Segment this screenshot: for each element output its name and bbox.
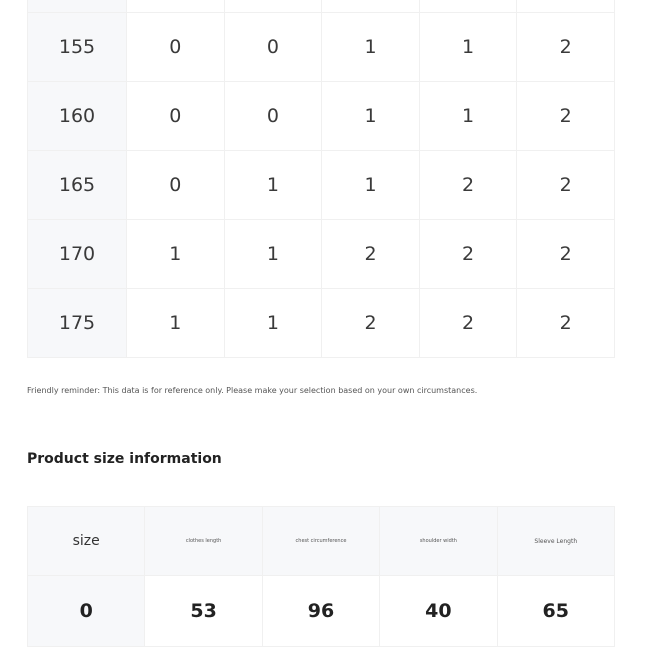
shoulder-width-header: shoulder width — [380, 507, 497, 576]
size-recommendation-cell: 1 — [322, 13, 420, 82]
size-recommendation-cell: 1 — [224, 289, 322, 358]
height-cell: 155 — [28, 13, 127, 82]
size-recommendation-cell: 1 — [322, 151, 420, 220]
size-table-row — [28, 576, 615, 647]
shoulder-width-value: 40 — [380, 576, 497, 647]
clothes-length-header: clothes length — [145, 507, 262, 576]
size-recommendation-cell: 0 — [127, 13, 225, 82]
size-header: size — [28, 507, 145, 576]
size-recommendation-cell: 0 — [224, 82, 322, 151]
size-recommendation-cell: 2 — [322, 289, 420, 358]
reference-row — [28, 13, 615, 82]
size-recommendation-cell — [224, 0, 322, 13]
size-recommendation-cell: 2 — [517, 13, 615, 82]
size-recommendation-cell: 1 — [127, 220, 225, 289]
size-recommendation-cell: 0 — [127, 151, 225, 220]
size-recommendation-cell — [322, 0, 420, 13]
chest-circumference-header: chest circumference — [262, 507, 379, 576]
size-recommendation-cell: 1 — [127, 289, 225, 358]
height-cell: 165 — [28, 151, 127, 220]
size-recommendation-cell: 2 — [517, 220, 615, 289]
size-recommendation-cell: 2 — [419, 289, 517, 358]
size-recommendation-cell: 1 — [419, 13, 517, 82]
size-table-header-row — [28, 507, 615, 576]
height-cell: 175 — [28, 289, 127, 358]
product-size-title: Product size information — [27, 451, 222, 467]
size-recommendation-cell — [419, 0, 517, 13]
product-size-table — [27, 506, 615, 647]
friendly-reminder: Friendly reminder: This data is for reference only. Please make your selection based on your own circumstances. — [27, 386, 478, 395]
reference-row — [28, 0, 615, 13]
size-recommendation-cell: 2 — [322, 220, 420, 289]
size-recommendation-cell — [127, 0, 225, 13]
size-recommendation-cell: 2 — [517, 289, 615, 358]
size-recommendation-cell: 0 — [224, 13, 322, 82]
height-cell: 170 — [28, 220, 127, 289]
size-reference-table — [27, 0, 615, 358]
size-recommendation-cell: 1 — [419, 82, 517, 151]
size-recommendation-cell: 1 — [224, 220, 322, 289]
size-recommendation-cell: 1 — [224, 151, 322, 220]
height-cell — [28, 0, 127, 13]
sleeve-length-value: 65 — [497, 576, 614, 647]
reference-row — [28, 289, 615, 358]
reference-row — [28, 220, 615, 289]
size-recommendation-cell: 2 — [517, 151, 615, 220]
size-recommendation-cell: 1 — [322, 82, 420, 151]
size-value: 0 — [28, 576, 145, 647]
size-recommendation-cell: 2 — [419, 220, 517, 289]
clothes-length-value: 53 — [145, 576, 262, 647]
size-recommendation-cell: 2 — [517, 82, 615, 151]
reference-row — [28, 151, 615, 220]
size-recommendation-cell: 2 — [419, 151, 517, 220]
size-recommendation-cell: 0 — [127, 82, 225, 151]
height-cell: 160 — [28, 82, 127, 151]
chest-circumference-value: 96 — [262, 576, 379, 647]
reference-row — [28, 82, 615, 151]
size-recommendation-cell — [517, 0, 615, 13]
sleeve-length-header: Sleeve Length — [497, 507, 614, 576]
